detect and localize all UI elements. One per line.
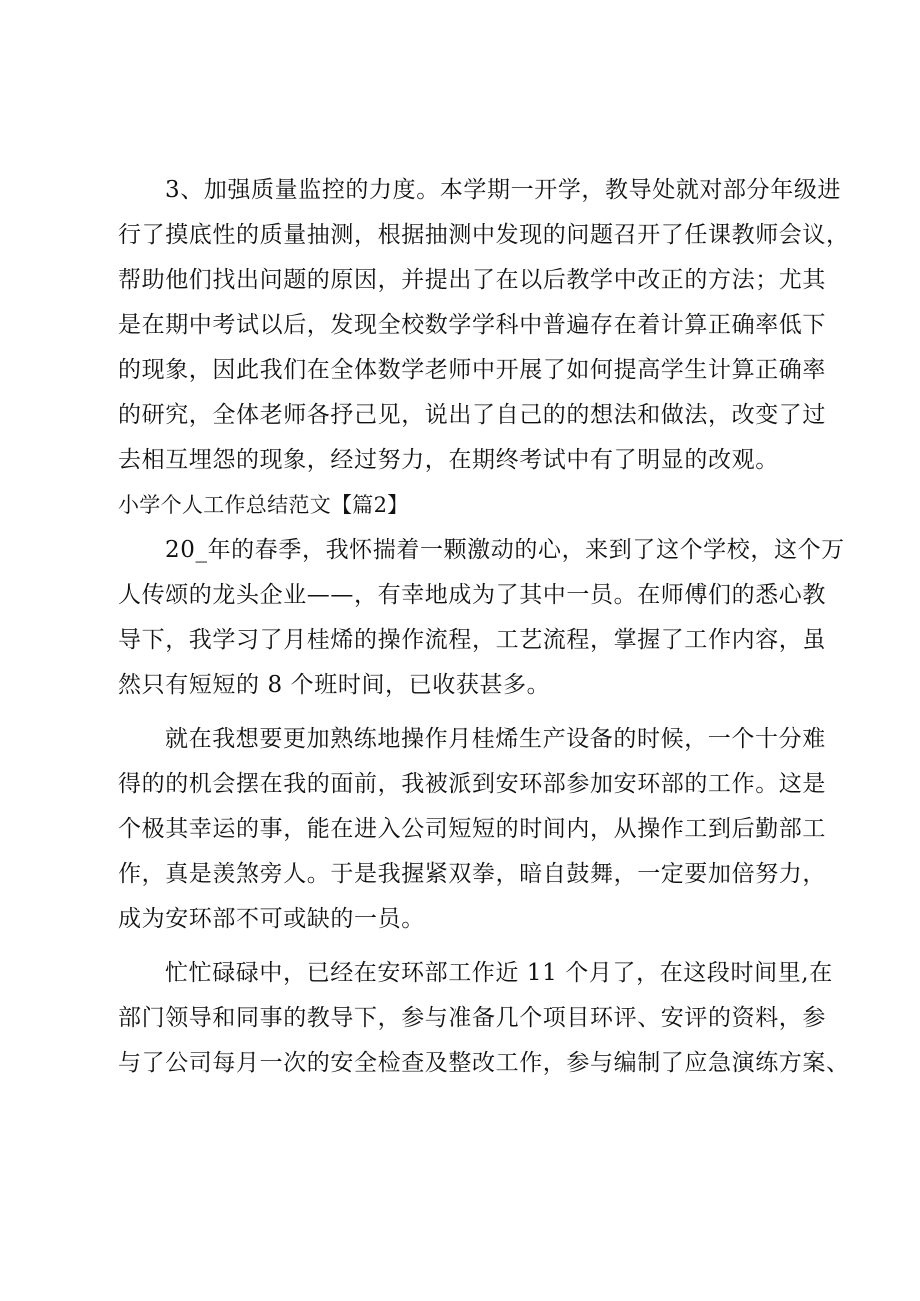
paragraph-line: 去相互埋怨的现象，经过努力，在期终考试中有了明显的改观。 (118, 447, 779, 473)
paragraph-line: 导下，我学习了月桂烯的操作流程，工艺流程，掌握了工作内容，虽 (118, 627, 826, 653)
paragraph-line: 个极其幸运的事，能在进入公司短短的时间内，从操作工到后勤部工 (118, 816, 826, 842)
paragraph-line: 的现象，因此我们在全体数学老师中开展了如何提高学生计算正确率 (118, 357, 826, 383)
paragraph-line: 3、加强质量监控的力度。本学期一开学，教导处就对部分年级进 (165, 177, 842, 203)
paragraph-line: 得的的机会摆在我的面前，我被派到安环部参加安环部的工作。这是 (118, 771, 826, 797)
paragraph-line: 的研究，全体老师各抒己见，说出了自己的的想法和做法，改变了过 (118, 402, 826, 428)
paragraph-line: 作，真是羡煞旁人。于是我握紧双拳，暗自鼓舞，一定要加倍努力， (118, 861, 826, 887)
paragraph-line: 成为安环部不可或缺的一员。 (118, 906, 425, 932)
section-heading: 小学个人工作总结范文【篇2】 (118, 493, 409, 517)
paragraph-line: 是在期中考试以后，发现全校数学学科中普遍存在着计算正确率低下 (118, 312, 826, 338)
paragraph-line: 忙忙碌碌中，已经在安环部工作近 11 个月了，在这段时间里,在 (165, 960, 833, 986)
paragraph-line: 与了公司每月一次的安全检查及整改工作，参与编制了应急演练方案、 (118, 1050, 850, 1076)
paragraph-line: 20_年的春季，我怀揣着一颗激动的心，来到了这个学校，这个万 (165, 537, 845, 563)
paragraph-line: 人传颂的龙头企业——，有幸地成为了其中一员。在师傅们的悉心教 (118, 582, 826, 608)
paragraph-line: 就在我想要更加熟练地操作月桂烯生产设备的时候，一个十分难 (165, 726, 826, 752)
paragraph-line: 然只有短短的 8 个班时间，已收获甚多。 (118, 672, 551, 698)
paragraph-line: 行了摸底性的质量抽测，根据抽测中发现的问题召开了任课教师会议， (118, 222, 850, 248)
paragraph-line: 帮助他们找出问题的原因，并提出了在以后教学中改正的方法；尤其 (118, 267, 826, 293)
paragraph-line: 部门领导和同事的教导下，参与准备几个项目环评、安评的资料，参 (118, 1005, 826, 1031)
